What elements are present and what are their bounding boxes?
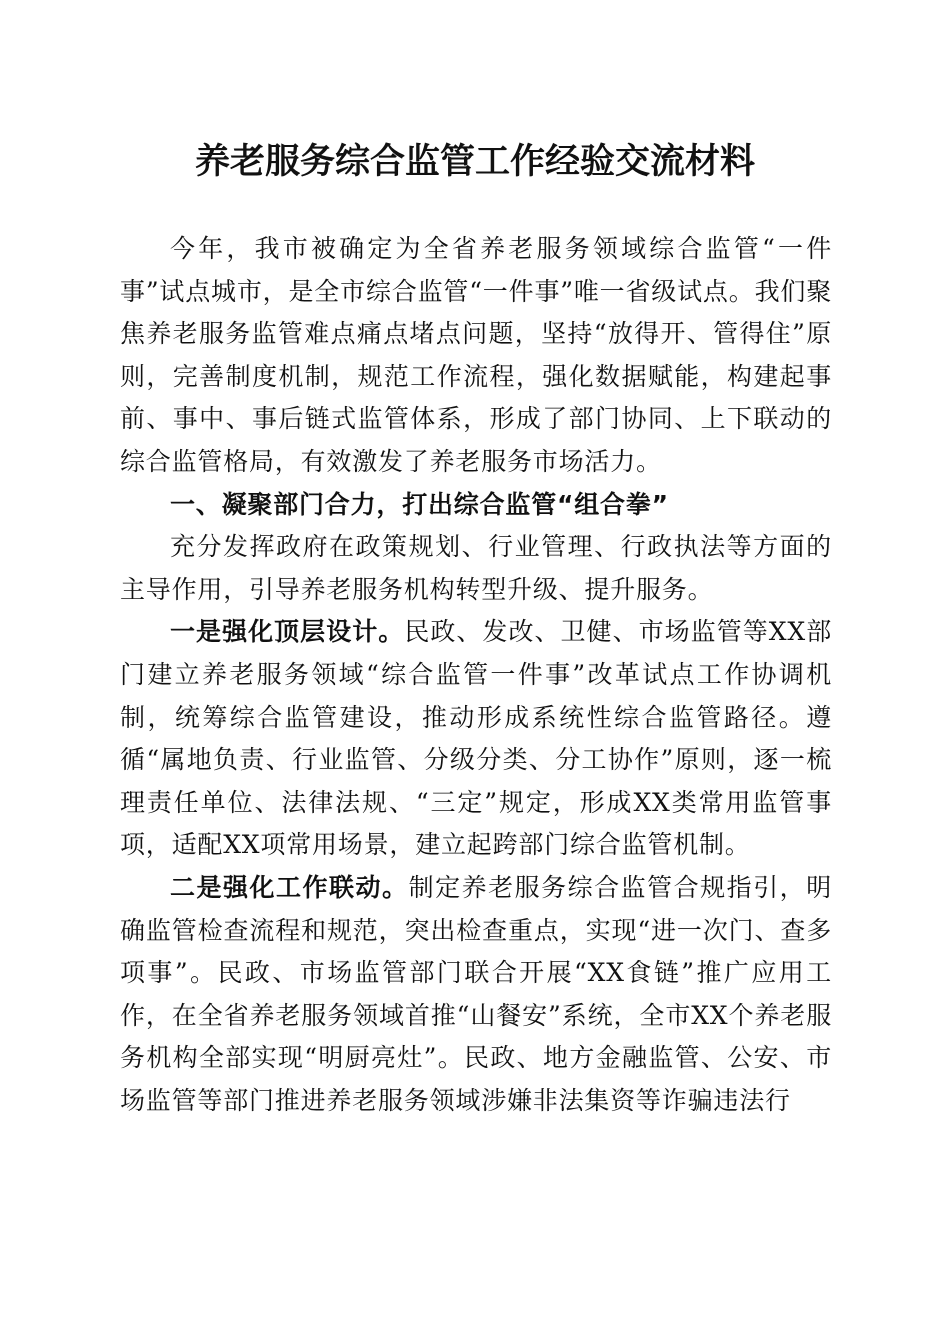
document-body: [120, 228, 832, 1122]
document-title: 养老服务综合监管工作经验交流材料: [194, 141, 755, 182]
point-body-2: 制定养老服务综合监管合规指引，明确监管检查流程和规范，突出检查重点，实现“进一次门、查多项事”。民政、市场监管部门联合开展“XX食链”推广应用工作，在全省养老服务领域首推“山餐安”系统，全市XX个养老服务机构全部实现“明厨亮灶”。民政、地方金融监管、公安、市场监管等部门推进养老服务领域涉嫌非法集资等诈骗违法行: [120, 872, 832, 1115]
point-paragraph-2: [120, 867, 832, 1123]
point-lead-1: 一是强化顶层设计。: [170, 617, 405, 647]
intro-paragraph: 今年，我市被确定为全省养老服务领域综合监管“一件事”试点城市，是全市综合监管“一件事”唯一省级试点。我们聚焦养老服务监管难点痛点堵点问题，坚持“放得开、管得住”原则，完善制度机制，规范工作流程，强化数据赋能，构建起事前、事中、事后链式监管体系，形成了部门协同、上下联动的综合监管格局，有效激发了养老服务市场活力。: [120, 234, 832, 476]
section-heading: 一、凝聚部门合力，打出综合监管“组合拳”: [170, 489, 669, 519]
point-lead-2: 二是强化工作联动。: [170, 872, 409, 902]
section-intro-paragraph: 充分发挥政府在政策规划、行业管理、行政执法等方面的主导作用，引导养老服务机构转型升级、提升服务。: [120, 532, 832, 604]
point-paragraph-1: [120, 611, 832, 867]
point-body-1: 民政、发改、卫健、市场监管等XX部门建立养老服务领域“综合监管一件事”改革试点工作协调机制，统筹综合监管建设，推动形成系统性综合监管路径。遵循“属地负责、行业监管、分级分类、分工协作”原则，逐一梳理责任单位、法律法规、“三定”规定，形成XX类常用监管事项，适配XX项常用场景，建立起跨部门综合监管机制。: [120, 617, 833, 860]
